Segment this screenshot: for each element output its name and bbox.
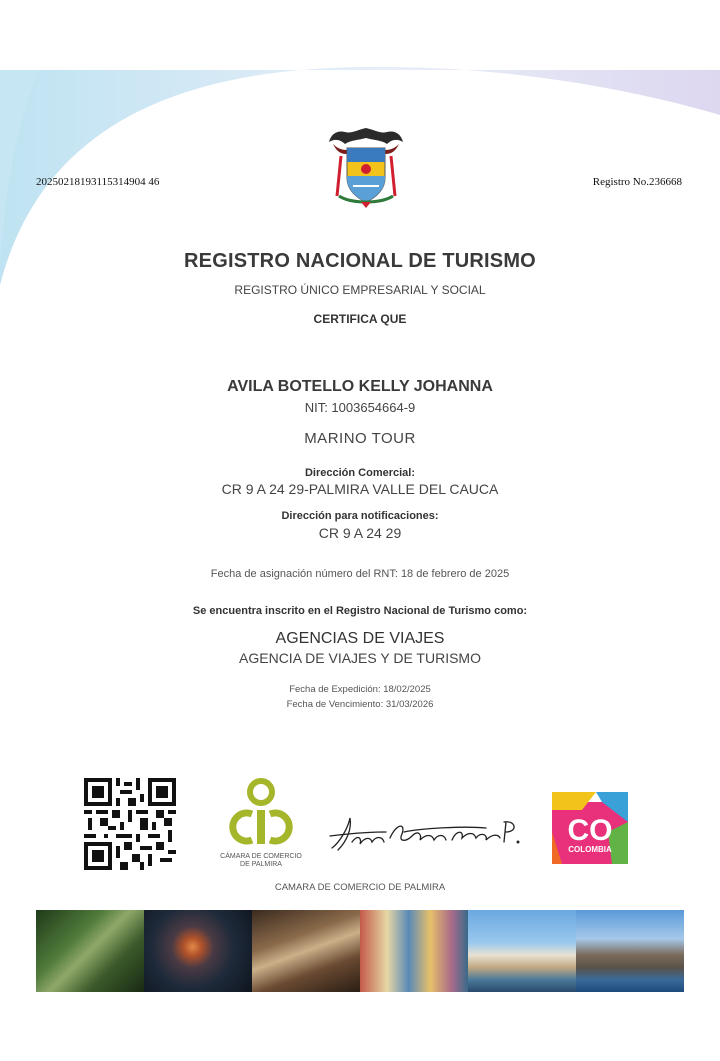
forest-photo: [36, 910, 144, 992]
camara-logo-line2: DE PALMIRA: [240, 861, 282, 868]
camara-logo-line1: CÁMARA DE COMERCIO: [220, 853, 302, 860]
category-sub: AGENCIA DE VIAJES Y DE TURISMO: [239, 650, 481, 666]
footer-text: CAMARA DE COMERCIO DE PALMIRA: [274, 882, 446, 893]
notification-address-label: Dirección para notificaciones:: [281, 510, 439, 522]
camara-comercio-logo-icon: [218, 778, 304, 852]
colombia-word: COLOMBIA: [568, 845, 612, 854]
photo-strip: [36, 910, 684, 992]
category-main: AGENCIAS DE VIAJES: [275, 630, 445, 647]
qr-code-icon[interactable]: [84, 778, 176, 870]
page-subtitle: REGISTRO ÚNICO EMPRESARIAL Y SOCIAL: [234, 283, 486, 297]
co-letters: CO: [567, 814, 613, 847]
notification-address-value: CR 9 A 24 29: [318, 525, 402, 541]
commercial-address-value: CR 9 A 24 29-PALMIRA VALLE DEL CAUCA: [221, 481, 499, 497]
holder-name: AVILA BOTELLO KELLY JOHANNA: [227, 378, 493, 395]
holder-nit: NIT: 1003654664-9: [304, 400, 416, 415]
rock-lake-photo: [576, 910, 684, 992]
musicians-photo: [252, 910, 360, 992]
church-waterfront-photo: [468, 910, 576, 992]
signature: [326, 812, 526, 856]
expiry-date: Fecha de Vencimiento: 31/03/2026: [286, 699, 434, 710]
registro-number: Registro No.236668: [592, 176, 682, 188]
colombia-co-logo-icon: [552, 792, 628, 864]
page-title: REGISTRO NACIONAL DE TURISMO: [184, 250, 536, 272]
certifica-heading: CERTIFICA QUE: [313, 312, 407, 326]
assignment-date: Fecha de asignación número del RNT: 18 de febrero de 2025: [210, 568, 510, 580]
camara-logo-text: [208, 853, 314, 869]
establishment-name: MARINO TOUR: [304, 430, 416, 447]
colonial-street-photo: [360, 910, 468, 992]
document-code: 20250218193115314904 46: [36, 176, 160, 188]
registered-as-text: Se encuentra inscrito en el Registro Nacional de Turismo como:: [192, 605, 528, 617]
condor-photo: [144, 910, 252, 992]
colombia-coat-of-arms-icon: [327, 126, 405, 208]
issue-date: Fecha de Expedición: 18/02/2025: [289, 684, 431, 695]
commercial-address-label: Dirección Comercial:: [304, 467, 416, 479]
